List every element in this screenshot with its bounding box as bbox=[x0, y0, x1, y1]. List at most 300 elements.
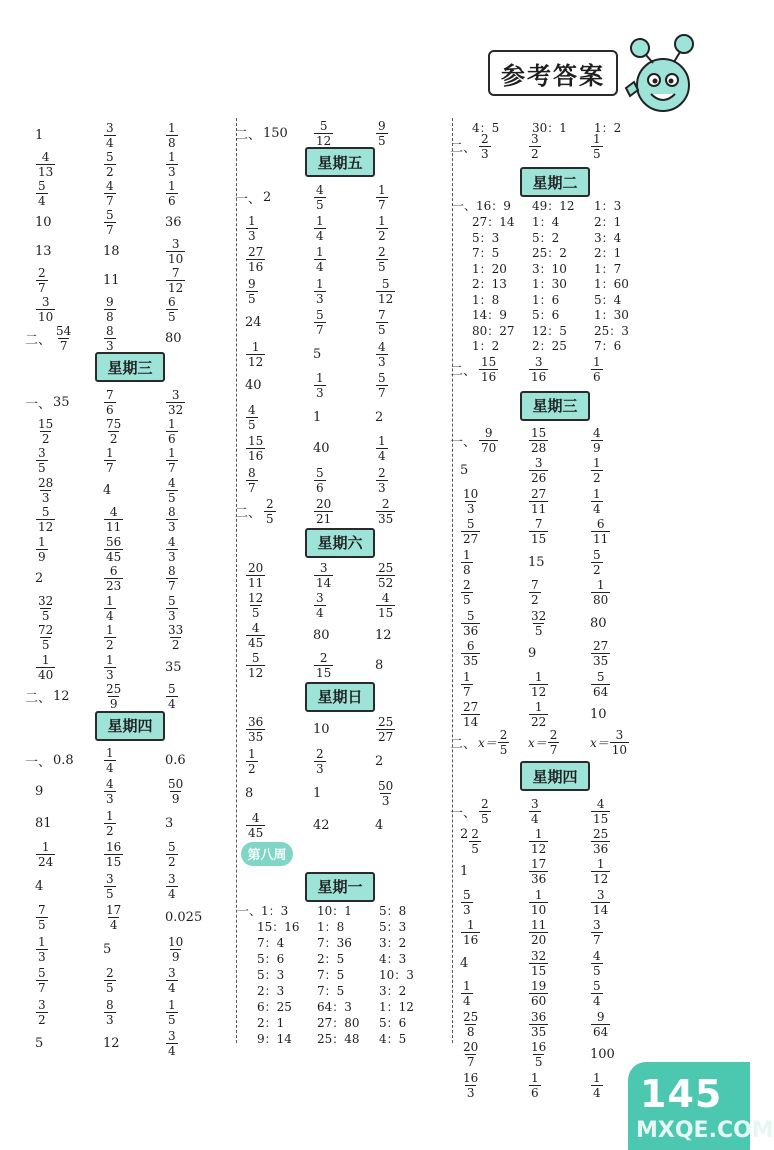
answer-value: 10 bbox=[313, 722, 330, 737]
answer-cell bbox=[375, 113, 389, 153]
ratio-row bbox=[245, 934, 450, 950]
fraction: $\frac{1}{2}$ bbox=[106, 623, 114, 652]
fraction: $\frac{32}{15}$ bbox=[531, 948, 547, 978]
answer-value: 3 bbox=[165, 815, 174, 831]
answer-value: 81 bbox=[35, 815, 52, 831]
fraction: $\frac{5}{4}$ bbox=[38, 178, 46, 208]
fraction: $\frac{15}{28}$ bbox=[531, 426, 547, 455]
answer-cell bbox=[165, 677, 179, 717]
fraction: $\frac{8}{3}$ bbox=[106, 997, 114, 1027]
answer-value: 24 bbox=[245, 315, 262, 330]
fraction: $\frac{6}{11}$ bbox=[593, 517, 609, 546]
fraction: $\frac{10}{3}$ bbox=[463, 486, 479, 516]
fraction: $\frac{1}{22}$ bbox=[531, 700, 547, 729]
answer-cell bbox=[450, 353, 499, 387]
fraction: $\frac{4}{7}$ bbox=[106, 178, 114, 208]
mixed-number: 2 $\frac{2}{5}$ bbox=[460, 826, 479, 856]
fraction: $\frac{1}{12}$ bbox=[248, 339, 264, 369]
ratio-value: 7：5 bbox=[472, 246, 500, 260]
fraction: $\frac{1}{4}$ bbox=[378, 434, 386, 463]
answer-value: 4 bbox=[460, 955, 469, 971]
answer-cell bbox=[528, 353, 549, 387]
fraction: $\frac{15}{16}$ bbox=[248, 434, 264, 463]
answer-value: 15 bbox=[528, 554, 545, 570]
answer-value: 80 bbox=[165, 330, 182, 346]
fraction: $\frac{3}{14}$ bbox=[316, 561, 332, 590]
fraction: $\frac{2}{7}$ bbox=[38, 265, 46, 295]
fraction: $\frac{3}{14}$ bbox=[593, 887, 609, 917]
answer-cell bbox=[235, 113, 288, 153]
fraction: $\frac{1}{4}$ bbox=[593, 486, 601, 516]
answer-value: 100 bbox=[590, 1047, 615, 1062]
fraction: $\frac{1}{12}$ bbox=[531, 826, 547, 856]
answer-cell bbox=[450, 129, 492, 163]
ratio-row bbox=[460, 275, 665, 291]
ratio-row bbox=[460, 322, 665, 338]
fraction: $\frac{25}{9}$ bbox=[106, 682, 122, 711]
fraction: $\frac{3}{4}$ bbox=[531, 796, 539, 826]
answer-value: 40 bbox=[245, 378, 262, 393]
answer-value: 5 bbox=[460, 463, 469, 478]
week-badge: 第八周 bbox=[241, 842, 293, 866]
fraction: $\frac{1}{2}$ bbox=[593, 456, 601, 485]
fraction: $\frac{4}{45}$ bbox=[248, 811, 264, 840]
fraction: $\frac{1}{16}$ bbox=[463, 918, 479, 947]
ratio-value: 5：4 bbox=[594, 292, 622, 307]
answer-cell bbox=[590, 725, 630, 759]
fraction: $\frac{3}{10}$ bbox=[38, 294, 54, 324]
fraction: $\frac{1}{10}$ bbox=[531, 887, 547, 917]
fraction: $\frac{11}{20}$ bbox=[531, 918, 547, 947]
fraction: $\frac{7}{6}$ bbox=[106, 387, 114, 417]
answer-row bbox=[450, 725, 665, 759]
answer-value: 10 bbox=[35, 214, 52, 230]
answer-value: 42 bbox=[313, 818, 330, 833]
answer-value: 0.8 bbox=[53, 753, 74, 768]
fraction: $\frac{1}{3}$ bbox=[38, 934, 46, 964]
answer-value: 0.025 bbox=[165, 910, 203, 925]
fraction: $\frac{3}{4}$ bbox=[168, 871, 176, 901]
answer-value: 150 bbox=[263, 125, 288, 141]
section-label: 二、 bbox=[450, 736, 477, 752]
fraction: $\frac{2}{5}$ bbox=[471, 826, 479, 856]
fraction: $\frac{10}{9}$ bbox=[168, 934, 184, 964]
fraction: $\frac{7}{2}$ bbox=[531, 578, 539, 607]
ratio-value: 7：4 bbox=[257, 935, 285, 950]
fraction: $\frac{3}{2}$ bbox=[531, 131, 539, 161]
fraction: $\frac{9}{5}$ bbox=[248, 276, 256, 306]
answer-value: 0.6 bbox=[165, 753, 186, 768]
fraction: $\frac{28}{3}$ bbox=[38, 475, 54, 505]
answer-cell bbox=[375, 806, 383, 846]
fraction: $\frac{15}{16}$ bbox=[481, 355, 497, 384]
fraction: $\frac{5}{7}$ bbox=[38, 966, 46, 995]
fraction: $\frac{3}{7}$ bbox=[593, 918, 601, 947]
fraction: $\frac{9}{5}$ bbox=[378, 118, 386, 148]
fraction: $\frac{5}{12}$ bbox=[378, 276, 394, 306]
fraction: $\frac{5}{2}$ bbox=[593, 547, 601, 577]
section-label: 二、 bbox=[25, 691, 52, 706]
ratio-value: 1：4 bbox=[532, 215, 560, 229]
ratio-value: 4：5 bbox=[379, 1031, 407, 1046]
fraction: $\frac{3}{5}$ bbox=[106, 871, 114, 901]
fraction: $\frac{20}{21}$ bbox=[316, 497, 332, 526]
answer-value: 2 bbox=[35, 571, 44, 586]
fraction: $\frac{5}{64}$ bbox=[593, 669, 609, 699]
fraction: $\frac{4}{9}$ bbox=[593, 426, 601, 455]
fraction: $\frac{1}{5}$ bbox=[593, 131, 601, 161]
answer-cell bbox=[528, 1065, 542, 1105]
fraction: $\frac{5}{4}$ bbox=[168, 682, 176, 711]
fraction: $\frac{1}{8}$ bbox=[463, 547, 471, 577]
fraction: $\frac{2}{5}$ bbox=[106, 966, 114, 995]
ratio-value: 1：60 bbox=[594, 277, 629, 291]
x-variable: x＝ bbox=[528, 735, 547, 750]
answer-row bbox=[35, 1024, 240, 1064]
answer-cell bbox=[450, 725, 510, 759]
fraction: $\frac{7}{12}$ bbox=[168, 265, 184, 295]
day-heading-thursday-2: 星期四 bbox=[520, 761, 590, 791]
answer-cell bbox=[375, 646, 383, 686]
day-heading-wednesday: 星期三 bbox=[95, 352, 165, 382]
fraction: $\frac{4}{11}$ bbox=[106, 505, 122, 534]
fraction: $\frac{1}{2}$ bbox=[248, 747, 256, 776]
fraction: $\frac{7}{5}$ bbox=[38, 903, 46, 932]
fraction: $\frac{3}{4}$ bbox=[168, 1029, 176, 1058]
answer-value: 5 bbox=[35, 1036, 44, 1051]
fraction: $\frac{54}{7}$ bbox=[56, 323, 72, 353]
fraction: $\frac{1}{9}$ bbox=[38, 534, 46, 564]
fraction: $\frac{1}{4}$ bbox=[106, 746, 114, 775]
answer-value: 12 bbox=[375, 628, 392, 643]
fraction: $\frac{1}{6}$ bbox=[168, 416, 176, 446]
ratio-row bbox=[460, 337, 665, 353]
answer-cell bbox=[25, 677, 70, 717]
answer-value: 1 bbox=[35, 127, 44, 143]
answer-cell bbox=[25, 318, 74, 358]
fraction: $\frac{4}{15}$ bbox=[378, 591, 394, 620]
day-heading-monday: 星期一 bbox=[305, 872, 375, 902]
fraction: $\frac{5}{7}$ bbox=[106, 207, 114, 237]
fraction: $\frac{1}{4}$ bbox=[106, 593, 114, 623]
answer-value: 80 bbox=[313, 628, 330, 643]
ratio-value: 5：6 bbox=[257, 951, 285, 966]
x-variable: x＝ bbox=[478, 735, 497, 750]
day-heading-friday: 星期五 bbox=[305, 147, 375, 177]
answer-value: 2 bbox=[263, 189, 272, 205]
fraction: $\frac{1}{6}$ bbox=[593, 355, 601, 384]
answer-row bbox=[450, 129, 665, 163]
fraction: $\frac{5}{6}$ bbox=[316, 465, 324, 495]
fraction: $\frac{9}{70}$ bbox=[481, 426, 497, 455]
fraction: $\frac{4}{3}$ bbox=[168, 534, 176, 564]
fraction: $\frac{5}{7}$ bbox=[316, 308, 324, 337]
fraction: $\frac{5}{27}$ bbox=[463, 517, 479, 546]
day-heading-saturday: 星期六 bbox=[305, 528, 375, 558]
ratio-value: 12：5 bbox=[532, 323, 567, 338]
ratio-row bbox=[245, 950, 450, 966]
fraction: $\frac{3}{16}$ bbox=[531, 355, 547, 384]
fraction: $\frac{1}{24}$ bbox=[38, 840, 54, 869]
answer-cell bbox=[103, 1024, 120, 1064]
answer-row bbox=[235, 492, 450, 532]
fraction: $\frac{7}{5}$ bbox=[378, 308, 386, 337]
ratio-value: 64：3 bbox=[317, 999, 352, 1014]
ratio-value: 30：1 bbox=[532, 121, 567, 135]
fraction: $\frac{4}{3}$ bbox=[106, 777, 114, 806]
ratio-row bbox=[245, 1030, 450, 1046]
fraction: $\frac{4}{5}$ bbox=[168, 475, 176, 505]
answer-value: 12 bbox=[53, 689, 70, 704]
fraction: $\frac{25}{36}$ bbox=[593, 826, 609, 856]
fraction: $\frac{8}{7}$ bbox=[168, 564, 176, 593]
fraction: $\frac{2}{5}$ bbox=[481, 796, 489, 826]
fraction: $\frac{1}{7}$ bbox=[106, 446, 114, 475]
answer-value: 35 bbox=[165, 659, 182, 675]
ratio-value: 1：8 bbox=[317, 919, 345, 934]
fraction: $\frac{4}{15}$ bbox=[593, 796, 609, 826]
ratio-value: 1：20 bbox=[472, 261, 507, 276]
answer-value: 9 bbox=[528, 646, 537, 661]
ratio-value: 4：3 bbox=[379, 951, 407, 966]
ratio-value: 9：14 bbox=[257, 1031, 292, 1046]
ratio-value: 1：12 bbox=[379, 999, 414, 1014]
ratio-value: 1：30 bbox=[594, 308, 629, 322]
answer-cell bbox=[245, 806, 266, 846]
ratio-value: 27：14 bbox=[472, 215, 515, 229]
fraction: $\frac{1}{12}$ bbox=[593, 857, 609, 886]
answer-value: 18 bbox=[103, 243, 120, 259]
ratio-value: 2：5 bbox=[317, 951, 345, 966]
fraction: $\frac{3}{4}$ bbox=[168, 966, 176, 995]
fraction: $\frac{6}{5}$ bbox=[168, 294, 176, 324]
fraction: $\frac{2}{3}$ bbox=[316, 747, 324, 776]
fraction: $\frac{1}{3}$ bbox=[316, 371, 324, 400]
fraction: $\frac{33}{2}$ bbox=[168, 623, 184, 652]
fraction: $\frac{32}{5}$ bbox=[531, 608, 547, 638]
ratio-value: 80：27 bbox=[472, 323, 515, 338]
answer-value: 9 bbox=[35, 784, 44, 799]
fraction: $\frac{6}{23}$ bbox=[106, 564, 122, 593]
fraction: $\frac{2}{5}$ bbox=[378, 245, 386, 274]
mascot-icon bbox=[618, 30, 708, 120]
fraction: $\frac{16}{5}$ bbox=[531, 1040, 547, 1069]
fraction: $\frac{1}{7}$ bbox=[378, 182, 386, 212]
answer-value: 13 bbox=[35, 243, 52, 259]
fraction: $\frac{2}{15}$ bbox=[316, 651, 332, 680]
ratio-row bbox=[245, 998, 450, 1014]
ratio-value: 7：36 bbox=[317, 935, 352, 950]
fraction: $\frac{4}{3}$ bbox=[378, 339, 386, 369]
fraction: $\frac{4}{5}$ bbox=[593, 948, 601, 978]
ratio-row bbox=[460, 213, 665, 229]
ratio-value: 5：6 bbox=[532, 308, 560, 322]
fraction: $\frac{3}{32}$ bbox=[168, 387, 184, 417]
fraction: $\frac{4}{5}$ bbox=[248, 402, 256, 432]
answer-cell bbox=[245, 646, 266, 686]
fraction: $\frac{25}{52}$ bbox=[378, 561, 394, 590]
ratio-value: 5：2 bbox=[532, 230, 560, 245]
fraction: $\frac{5}{12}$ bbox=[248, 651, 264, 680]
fraction: $\frac{36}{35}$ bbox=[531, 1009, 547, 1039]
fraction: $\frac{3}{4}$ bbox=[316, 591, 324, 620]
fraction: $\frac{2}{3}$ bbox=[378, 465, 386, 495]
fraction: $\frac{2}{5}$ bbox=[266, 497, 274, 526]
fraction: $\frac{1}{6}$ bbox=[531, 1070, 539, 1100]
section-label: 一、 bbox=[450, 805, 477, 821]
fraction: $\frac{4}{5}$ bbox=[316, 182, 324, 212]
answer-value: 35 bbox=[53, 394, 70, 410]
fraction: $\frac{17}{4}$ bbox=[106, 903, 122, 932]
ratio-value: 2：1 bbox=[594, 215, 622, 229]
page-title: 参考答案 bbox=[488, 50, 618, 96]
ratio-row bbox=[245, 1014, 450, 1030]
answer-value: 2 bbox=[375, 754, 384, 769]
ratio-row bbox=[460, 306, 665, 322]
ratio-value: 2：1 bbox=[257, 1015, 285, 1030]
answer-cell bbox=[165, 1024, 179, 1064]
answer-value: 36 bbox=[165, 214, 182, 230]
fraction: $\frac{1}{2}$ bbox=[378, 213, 386, 243]
ratio-value: 5：3 bbox=[257, 967, 285, 982]
fraction: $\frac{9}{64}$ bbox=[593, 1009, 609, 1039]
ratio-value: 1：2 bbox=[472, 339, 500, 353]
fraction: $\frac{3}{26}$ bbox=[531, 456, 547, 485]
fraction: $\frac{7}{15}$ bbox=[531, 517, 547, 546]
ratio-value: 25：2 bbox=[532, 246, 567, 260]
fraction: $\frac{8}{3}$ bbox=[106, 323, 114, 353]
fraction: $\frac{27}{14}$ bbox=[463, 700, 479, 729]
fraction: $\frac{8}{3}$ bbox=[168, 505, 176, 534]
fraction: $\frac{6}{35}$ bbox=[463, 639, 479, 668]
answer-value: 1 bbox=[313, 786, 322, 801]
fraction: $\frac{16}{15}$ bbox=[106, 840, 122, 869]
ratio-value: 4：5 bbox=[472, 121, 500, 135]
section-label: 一、 bbox=[25, 396, 52, 412]
ratio-value: 5：3 bbox=[472, 230, 500, 245]
day-heading-sunday: 星期日 bbox=[305, 682, 375, 712]
fraction: $\frac{5}{2}$ bbox=[106, 149, 114, 179]
fraction: $\frac{16}{3}$ bbox=[463, 1070, 479, 1100]
ratio-value: 1：8 bbox=[472, 292, 500, 307]
answer-value: 2 bbox=[375, 409, 384, 425]
fraction: $\frac{1}{4}$ bbox=[593, 1070, 601, 1100]
ratio-value: 一、1：3 bbox=[237, 903, 289, 918]
section-label: 一、 bbox=[450, 435, 477, 450]
answer-cell bbox=[313, 646, 334, 686]
fraction: $\frac{72}{5}$ bbox=[38, 623, 54, 652]
ratio-value: 3：4 bbox=[594, 230, 622, 245]
fraction: $\frac{32}{5}$ bbox=[38, 593, 54, 623]
ratio-row bbox=[245, 982, 450, 998]
ratio-value: 49：12 bbox=[532, 199, 575, 213]
ratio-value: 7：6 bbox=[594, 339, 622, 353]
fraction: $\frac{3}{5}$ bbox=[38, 446, 46, 475]
ratio-value: 一、16：9 bbox=[452, 199, 511, 213]
ratio-value: 3：2 bbox=[379, 935, 407, 950]
fraction: $\frac{1}{3}$ bbox=[248, 213, 256, 243]
fraction: $\frac{1}{3}$ bbox=[106, 652, 114, 682]
section-label: 二、 bbox=[450, 364, 477, 379]
section-label: 二、 bbox=[25, 332, 52, 348]
fraction: $\frac{2}{3}$ bbox=[481, 131, 489, 161]
answer-cell bbox=[313, 492, 334, 532]
ratio-value: 2：25 bbox=[532, 339, 567, 353]
ratio-value: 10：3 bbox=[379, 967, 414, 982]
answer-cell bbox=[590, 1065, 604, 1105]
fraction: $\frac{1}{4}$ bbox=[463, 979, 471, 1008]
fraction: $\frac{1}{40}$ bbox=[38, 652, 54, 682]
fraction: $\frac{4}{13}$ bbox=[38, 149, 54, 179]
ratio-value: 1：3 bbox=[594, 199, 622, 213]
fraction: $\frac{1}{4}$ bbox=[316, 245, 324, 274]
fraction: $\frac{56}{45}$ bbox=[106, 534, 122, 564]
ratio-value: 25：48 bbox=[317, 1031, 360, 1046]
fraction: $\frac{12}{5}$ bbox=[248, 591, 264, 620]
answer-value: 5 bbox=[103, 941, 112, 957]
fraction: $\frac{5}{36}$ bbox=[463, 608, 479, 638]
ratio-value: 1：6 bbox=[532, 292, 560, 307]
ratio-row bbox=[237, 902, 450, 918]
ratio-value: 14：9 bbox=[472, 308, 507, 322]
ratio-row bbox=[460, 291, 665, 307]
fraction: $\frac{1}{80}$ bbox=[593, 578, 609, 607]
fraction: $\frac{2}{5}$ bbox=[463, 578, 471, 607]
answer-value: 5 bbox=[313, 346, 322, 362]
fraction: $\frac{50}{9}$ bbox=[168, 777, 184, 806]
day-heading-tuesday: 星期二 bbox=[520, 167, 590, 197]
answer-value: 1 bbox=[460, 864, 469, 879]
ratio-row bbox=[245, 966, 450, 982]
fraction: $\frac{1}{2}$ bbox=[106, 808, 114, 838]
answer-cell bbox=[528, 129, 542, 163]
answer-cell bbox=[528, 725, 560, 759]
fraction: $\frac{3}{4}$ bbox=[106, 120, 114, 150]
answer-value: 80 bbox=[590, 615, 607, 631]
ratio-value: 7：5 bbox=[317, 983, 345, 998]
ratio-value: 25：3 bbox=[594, 323, 629, 338]
fraction: $\frac{5}{3}$ bbox=[168, 593, 176, 623]
fraction: $\frac{5}{12}$ bbox=[316, 118, 332, 148]
answer-row bbox=[245, 806, 450, 846]
ratio-value: 10：1 bbox=[317, 903, 352, 918]
section-label: 二、 bbox=[235, 506, 262, 521]
answer-cell bbox=[35, 1024, 43, 1064]
fraction: $\frac{75}{2}$ bbox=[106, 416, 122, 446]
answer-value: 4 bbox=[35, 878, 44, 894]
page-number: 145 bbox=[640, 1072, 723, 1116]
ratio-value: 6：25 bbox=[257, 999, 292, 1014]
fraction: $\frac{1}{3}$ bbox=[316, 276, 324, 306]
answer-value: 11 bbox=[103, 272, 120, 288]
fraction: $\frac{3}{10}$ bbox=[168, 236, 184, 266]
fraction: $\frac{27}{16}$ bbox=[248, 245, 264, 274]
ratio-value: 1：7 bbox=[594, 261, 622, 276]
fraction: $\frac{20}{11}$ bbox=[248, 561, 264, 590]
answer-cell bbox=[235, 492, 277, 532]
fraction: $\frac{2}{7}$ bbox=[549, 727, 558, 757]
fraction: $\frac{15}{2}$ bbox=[38, 416, 54, 446]
fraction: $\frac{36}{35}$ bbox=[248, 715, 264, 744]
ratio-value: 27：80 bbox=[317, 1015, 360, 1030]
fraction: $\frac{9}{8}$ bbox=[106, 294, 114, 324]
answer-value: 8 bbox=[375, 658, 384, 673]
fraction: $\frac{1}{8}$ bbox=[168, 120, 176, 150]
ratio-row bbox=[460, 244, 665, 260]
answer-value: 40 bbox=[313, 441, 330, 456]
answer-value: 12 bbox=[103, 1036, 120, 1051]
section-label: 二、 bbox=[450, 140, 477, 156]
